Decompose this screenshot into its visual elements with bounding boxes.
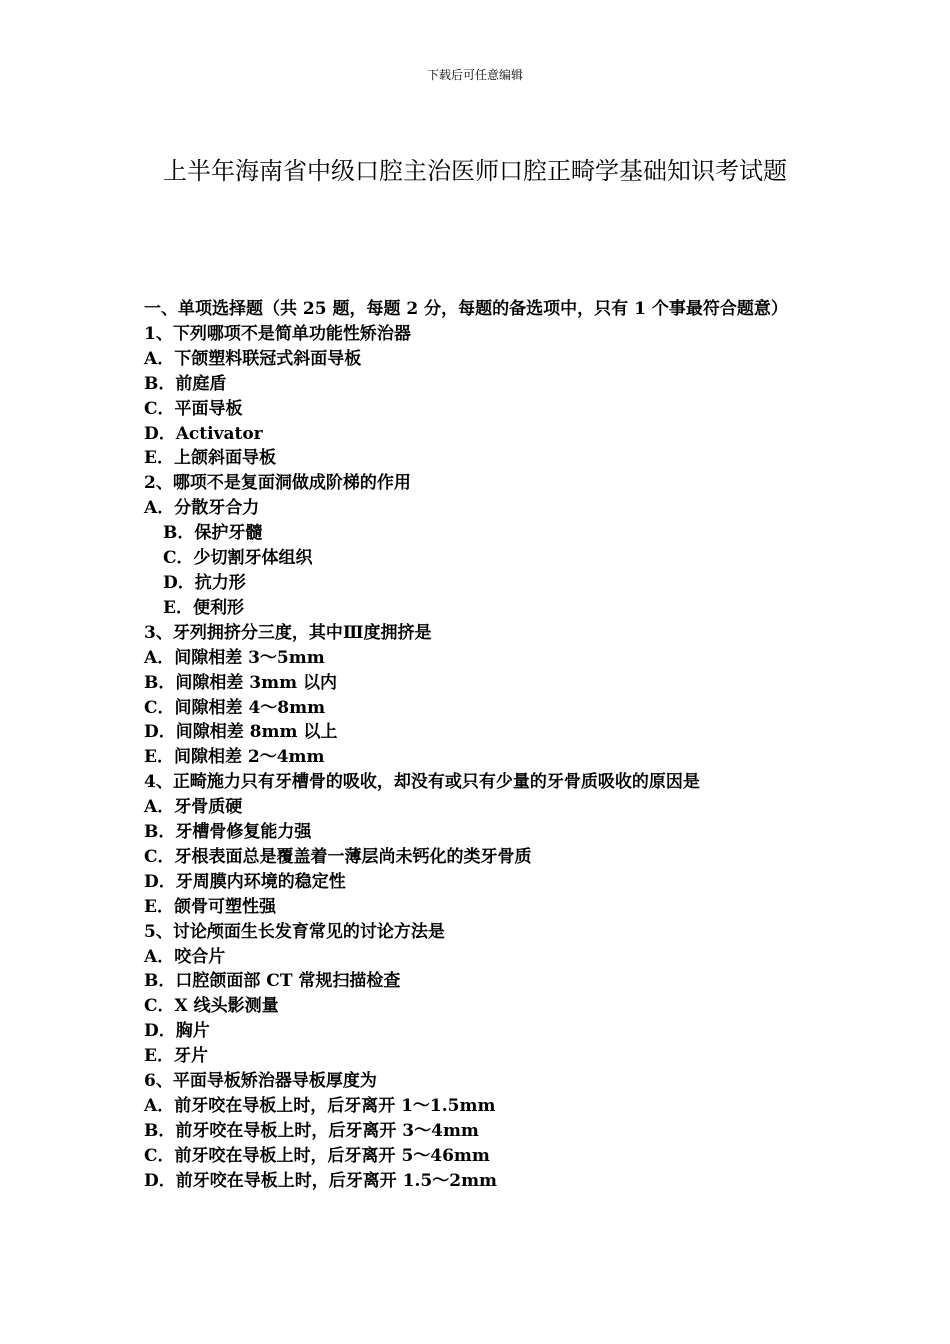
section-heading: 一、单项选择题（共 25 题，每题 2 分，每题的备选项中，只有 1 个事最符合题意） (144, 299, 788, 319)
document-body (144, 297, 814, 1194)
answer-option: C．间隙相差 4～8mm (144, 697, 326, 718)
header-note: 下载后可任意编辑 (426, 68, 523, 82)
answer-option: D．间隙相差 8mm 以上 (144, 722, 338, 743)
question-stem: 6、平面导板矫治器导板厚度为 (144, 1071, 377, 1092)
question-stem: 3、牙列拥挤分三度，其中Ⅲ度拥挤是 (144, 622, 432, 643)
question-stem: 4、正畸施力只有牙槽骨的吸收，却没有或只有少量的牙骨质吸收的原因是 (144, 772, 700, 793)
question-item (144, 471, 814, 620)
answer-option: C．前牙咬在导板上时，后牙离开 5～46mm (144, 1145, 490, 1166)
answer-option: B．牙槽骨修复能力强 (144, 822, 312, 843)
question-item (144, 920, 814, 1069)
answer-option: B．间隙相差 3mm 以内 (144, 672, 338, 693)
answer-option: A．间隙相差 3～5mm (144, 647, 325, 668)
question-list (144, 322, 814, 1194)
answer-option: D．前牙咬在导板上时，后牙离开 1.5～2mm (144, 1170, 498, 1191)
answer-option: E．间隙相差 2～4mm (144, 747, 325, 768)
question-stem: 5、讨论颅面生长发育常见的讨论方法是 (144, 921, 445, 942)
answer-option: A．分散牙合力 (144, 498, 260, 519)
answer-option: C．牙根表面总是覆盖着一薄层尚未钙化的类牙骨质 (144, 846, 532, 867)
answer-option: E．牙片 (144, 1046, 208, 1067)
answer-option: D．Activator (144, 423, 263, 444)
answer-option: C．X 线头影测量 (144, 996, 279, 1017)
question-item (144, 621, 814, 770)
answer-option: C．平面导板 (144, 398, 243, 419)
answer-option: E．便利形 (163, 597, 244, 618)
question-stem: 2、哪项不是复面洞做成阶梯的作用 (144, 473, 411, 494)
answer-option: B．口腔颌面部 CT 常规扫描检查 (144, 971, 401, 992)
answer-option: A．牙骨质硬 (144, 797, 243, 818)
answer-option: A．咬合片 (144, 946, 226, 967)
answer-option: A．下颌塑料联冠式斜面导板 (144, 348, 362, 369)
answer-option: B．保护牙髓 (163, 523, 263, 544)
answer-option: A．前牙咬在导板上时，后牙离开 1～1.5mm (144, 1096, 496, 1116)
question-item (144, 322, 814, 471)
answer-option: B．前庭盾 (144, 373, 227, 394)
answer-option: B．前牙咬在导板上时，后牙离开 3～4mm (144, 1120, 479, 1141)
document-title: 上半年海南省中级口腔主治医师口腔正畸学基础知识考试题 (163, 157, 787, 185)
question-item (144, 770, 814, 919)
answer-option: E．颌骨可塑性强 (144, 896, 276, 917)
answer-option: D．牙周膜内环境的稳定性 (144, 871, 346, 892)
answer-option: D．胸片 (144, 1021, 210, 1042)
answer-option: E．上颌斜面导板 (144, 448, 276, 469)
question-item (144, 1069, 814, 1194)
answer-option: C．少切割牙体组织 (163, 548, 313, 569)
question-stem: 1、下列哪项不是简单功能性矫治器 (144, 323, 411, 344)
answer-option: D．抗力形 (163, 572, 246, 593)
